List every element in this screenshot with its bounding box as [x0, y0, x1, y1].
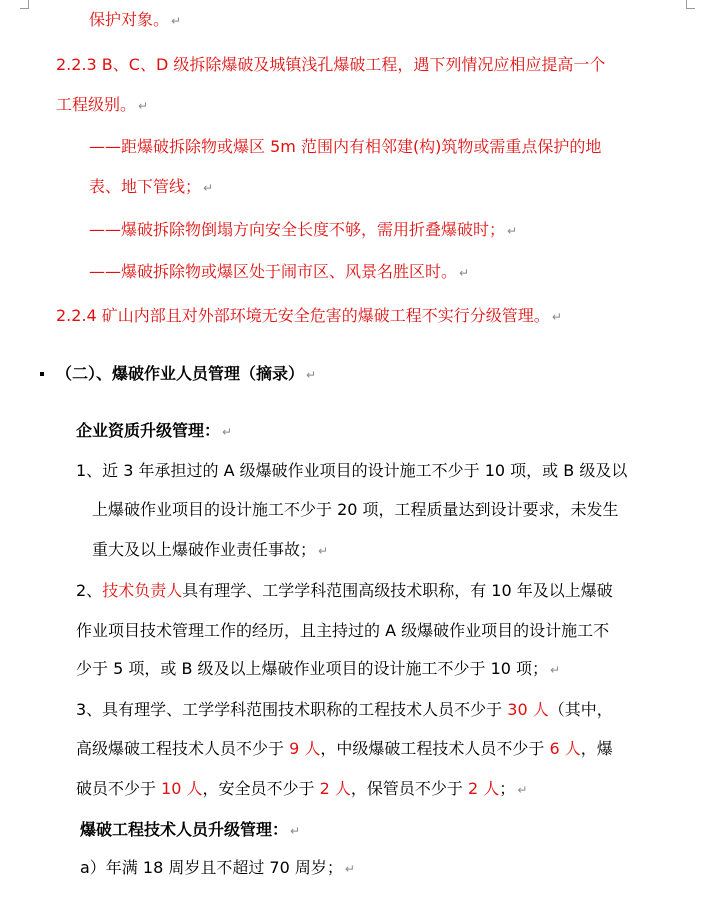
item-a: a）年满 18 周岁且不超过 70 周岁； ↵: [80, 858, 355, 877]
heading-bullet: [40, 372, 44, 376]
text-line: 重大及以上爆破作业责任事故； ↵: [92, 540, 329, 559]
dash-item-1: ——距爆破拆除物或爆区 5m 范围内有相邻建(构)筑物或需重点保护的地: [89, 137, 602, 156]
subheading-enterprise: 企业资质升级管理： ↵: [76, 421, 233, 440]
subheading-technicians: 爆破工程技术人员升级管理： ↵: [80, 820, 301, 839]
text-line: 破员不少于 10 人，安全员不少于 2 人，保管员不少于 2 人； ↵: [76, 779, 528, 798]
text-line: 作业项目技术管理工作的经历，且主持过的 A 级爆破作业项目的设计施工不: [76, 621, 610, 640]
page-corner-mark-right: [686, 0, 687, 8]
page-corner-mark-right-h: [686, 8, 695, 9]
text-line: 上爆破作业项目的设计施工不少于 20 项，工程质量达到设计要求，未发生: [92, 500, 619, 519]
text-line: 表、地下管线； ↵: [89, 177, 214, 196]
dash-item-3: ——爆破拆除物或爆区处于闹市区、风景名胜区时。 ↵: [89, 262, 470, 281]
section-heading: （二）、爆破作业人员管理（摘录） ↵: [56, 364, 317, 383]
text-line: 保护对象。 ↵: [89, 10, 182, 29]
item-2: 2、技术负责人具有理学、工学学科范围高级技术职称，有 10 年及以上爆破: [76, 581, 613, 600]
text-line: 高级爆破工程技术人员不少于 9 人，中级爆破工程技术人员不少于 6 人，爆: [76, 739, 613, 758]
text-line: 少于 5 项，或 B 级及以上爆破作业项目的设计施工不少于 10 项； ↵: [76, 659, 561, 678]
dash-item-2: ——爆破拆除物倒塌方向安全长度不够，需用折叠爆破时； ↵: [89, 220, 518, 239]
clause-2-2-4: 2.2.4 矿山内部且对外部环境无安全危害的爆破工程不实行分级管理。 ↵: [56, 306, 562, 325]
page-corner-mark-left-h: [20, 8, 29, 9]
page-corner-mark-left: [28, 0, 29, 8]
clause-2-2-3: 2.2.3 B、C、D 级拆除爆破及城镇浅孔爆破工程，遇下列情况应相应提高一个: [56, 55, 606, 74]
item-3: 3、具有理学、工学学科范围技术职称的工程技术人员不少于 30 人（其中，: [76, 700, 613, 719]
text-line: 工程级别。 ↵: [56, 95, 149, 114]
item-1: 1、近 3 年承担过的 A 级爆破作业项目的设计施工不少于 10 项，或 B 级及以: [76, 461, 628, 480]
